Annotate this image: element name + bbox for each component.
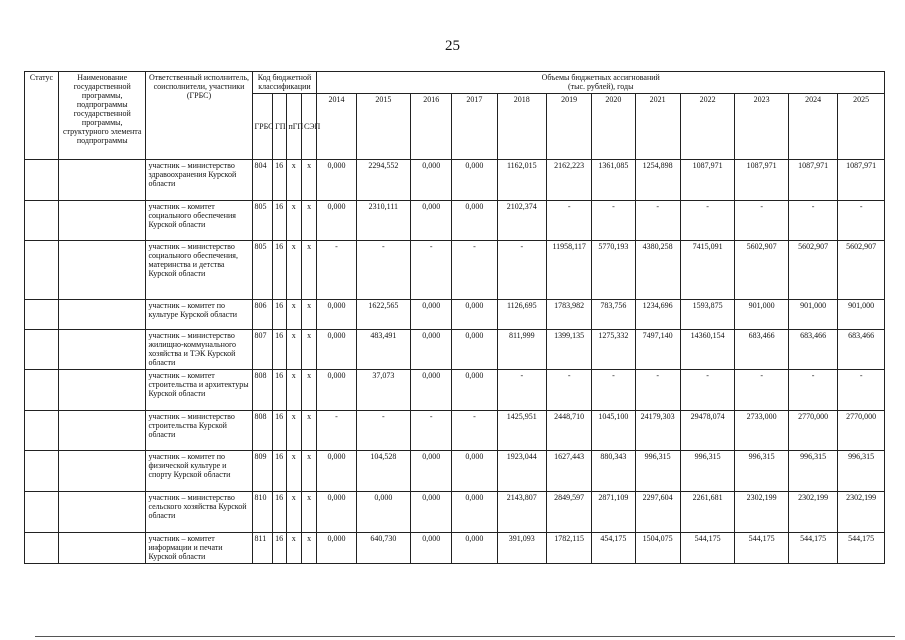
participant-cell: участник – министерство жилищно-коммунального хозяйства и ТЭК Курской области bbox=[146, 330, 252, 370]
value-cell: 5770,193 bbox=[592, 241, 635, 300]
value-cell: 683,466 bbox=[735, 330, 789, 370]
value-cell: - bbox=[592, 201, 635, 241]
value-cell: 0,000 bbox=[317, 300, 356, 330]
participant-cell: участник – комитет по культуре Курской области bbox=[146, 300, 252, 330]
pgp-cell: x bbox=[286, 533, 301, 564]
pgp-cell: x bbox=[286, 300, 301, 330]
participant-cell: участник – министерство социального обеспечения, материнства и детства Курской области bbox=[146, 241, 252, 300]
table-row bbox=[25, 370, 885, 411]
participant-cell: участник – комитет строительства и архитектуры Курской области bbox=[146, 370, 252, 411]
value-cell: 996,315 bbox=[838, 451, 885, 492]
sep-cell: x bbox=[301, 241, 316, 300]
value-cell: 783,756 bbox=[592, 300, 635, 330]
value-cell: 996,315 bbox=[735, 451, 789, 492]
grbs-cell: 807 bbox=[252, 330, 273, 370]
sep-cell: x bbox=[301, 533, 316, 564]
table-row bbox=[25, 330, 885, 370]
value-cell: 1087,971 bbox=[735, 160, 789, 201]
value-cell: 0,000 bbox=[317, 160, 356, 201]
value-cell: - bbox=[547, 370, 592, 411]
value-cell: 1162,015 bbox=[497, 160, 546, 201]
participant-cell: участник – министерство строительства Курской области bbox=[146, 411, 252, 451]
value-cell: 0,000 bbox=[452, 451, 497, 492]
value-cell: 5602,907 bbox=[735, 241, 789, 300]
status-cell bbox=[25, 411, 59, 451]
value-cell: - bbox=[356, 241, 411, 300]
program-name-cell bbox=[58, 492, 146, 533]
pgp-cell: x bbox=[286, 492, 301, 533]
value-cell: 544,175 bbox=[788, 533, 837, 564]
table-row bbox=[25, 160, 885, 201]
value-cell: 1361,085 bbox=[592, 160, 635, 201]
pgp-cell: x bbox=[286, 201, 301, 241]
value-cell: 0,000 bbox=[411, 330, 452, 370]
table-row bbox=[25, 241, 885, 300]
value-cell: 2297,604 bbox=[635, 492, 680, 533]
value-cell: - bbox=[680, 370, 735, 411]
value-cell: 544,175 bbox=[735, 533, 789, 564]
header-year: 2024 bbox=[788, 94, 837, 160]
pgp-cell: x bbox=[286, 370, 301, 411]
value-cell: 14360,154 bbox=[680, 330, 735, 370]
value-cell: 11958,117 bbox=[547, 241, 592, 300]
value-cell: - bbox=[680, 201, 735, 241]
gp-cell: 16 bbox=[273, 411, 286, 451]
pgp-cell: x bbox=[286, 451, 301, 492]
value-cell: - bbox=[497, 241, 546, 300]
value-cell: 901,000 bbox=[788, 300, 837, 330]
table-row bbox=[25, 451, 885, 492]
value-cell: 1087,971 bbox=[838, 160, 885, 201]
status-cell bbox=[25, 533, 59, 564]
value-cell: - bbox=[452, 411, 497, 451]
value-cell: 0,000 bbox=[452, 160, 497, 201]
value-cell: 1782,115 bbox=[547, 533, 592, 564]
value-cell: 0,000 bbox=[317, 533, 356, 564]
program-name-cell bbox=[58, 201, 146, 241]
value-cell: 0,000 bbox=[411, 201, 452, 241]
grbs-cell: 805 bbox=[252, 241, 273, 300]
value-cell: - bbox=[452, 241, 497, 300]
value-cell: - bbox=[497, 370, 546, 411]
value-cell: - bbox=[838, 370, 885, 411]
grbs-cell: 804 bbox=[252, 160, 273, 201]
header-budget-code: Код бюджетной классификации bbox=[252, 72, 317, 94]
value-cell: 7497,140 bbox=[635, 330, 680, 370]
table-row bbox=[25, 492, 885, 533]
value-cell: 880,343 bbox=[592, 451, 635, 492]
pgp-cell: x bbox=[286, 241, 301, 300]
value-cell: 0,000 bbox=[317, 370, 356, 411]
value-cell: 1087,971 bbox=[788, 160, 837, 201]
value-cell: - bbox=[411, 241, 452, 300]
value-cell: 483,491 bbox=[356, 330, 411, 370]
page-number: 25 bbox=[445, 38, 460, 54]
value-cell: 1254,898 bbox=[635, 160, 680, 201]
value-cell: - bbox=[317, 241, 356, 300]
grbs-cell: 805 bbox=[252, 201, 273, 241]
value-cell: 996,315 bbox=[635, 451, 680, 492]
value-cell: 5602,907 bbox=[838, 241, 885, 300]
value-cell: 0,000 bbox=[411, 300, 452, 330]
gp-cell: 16 bbox=[273, 300, 286, 330]
participant-cell: участник – министерство сельского хозяйства Курской области bbox=[146, 492, 252, 533]
sep-cell: x bbox=[301, 411, 316, 451]
value-cell: 996,315 bbox=[788, 451, 837, 492]
value-cell: 0,000 bbox=[452, 330, 497, 370]
value-cell: 5602,907 bbox=[788, 241, 837, 300]
program-name-cell bbox=[58, 241, 146, 300]
participant-cell: участник – комитет социального обеспечения Курской области bbox=[146, 201, 252, 241]
grbs-cell: 806 bbox=[252, 300, 273, 330]
header-year: 2021 bbox=[635, 94, 680, 160]
value-cell: 2871,109 bbox=[592, 492, 635, 533]
table-row bbox=[25, 411, 885, 451]
value-cell: 391,093 bbox=[497, 533, 546, 564]
status-cell bbox=[25, 492, 59, 533]
value-cell: 0,000 bbox=[411, 451, 452, 492]
status-cell bbox=[25, 241, 59, 300]
value-cell: 2162,223 bbox=[547, 160, 592, 201]
value-cell: 2261,681 bbox=[680, 492, 735, 533]
value-cell: 104,528 bbox=[356, 451, 411, 492]
header-volumes-title: Объемы бюджетных ассигнований bbox=[541, 73, 660, 82]
header-grbs: ГРБС bbox=[252, 94, 273, 160]
value-cell: 683,466 bbox=[788, 330, 837, 370]
value-cell: 2302,199 bbox=[838, 492, 885, 533]
value-cell: - bbox=[411, 411, 452, 451]
value-cell: 1593,875 bbox=[680, 300, 735, 330]
value-cell: 0,000 bbox=[317, 201, 356, 241]
value-cell: 0,000 bbox=[452, 201, 497, 241]
header-year: 2022 bbox=[680, 94, 735, 160]
participant-cell: участник – министерство здравоохранения Курской области bbox=[146, 160, 252, 201]
sep-cell: x bbox=[301, 330, 316, 370]
header-program-name: Наименование государственной программы, подпрограммы государственной программы, структурного элемента подпрограммы bbox=[58, 72, 146, 160]
grbs-cell: 811 bbox=[252, 533, 273, 564]
value-cell: 683,466 bbox=[838, 330, 885, 370]
program-name-cell bbox=[58, 411, 146, 451]
value-cell: 1425,951 bbox=[497, 411, 546, 451]
value-cell: 2849,597 bbox=[547, 492, 592, 533]
header-year: 2020 bbox=[592, 94, 635, 160]
value-cell: 1783,982 bbox=[547, 300, 592, 330]
header-year: 2014 bbox=[317, 94, 356, 160]
value-cell: 0,000 bbox=[411, 160, 452, 201]
sep-cell: x bbox=[301, 201, 316, 241]
value-cell: 1504,075 bbox=[635, 533, 680, 564]
value-cell: 640,730 bbox=[356, 533, 411, 564]
value-cell: 2310,111 bbox=[356, 201, 411, 241]
program-name-cell bbox=[58, 533, 146, 564]
gp-cell: 16 bbox=[273, 241, 286, 300]
pgp-cell: x bbox=[286, 330, 301, 370]
value-cell: 29478,074 bbox=[680, 411, 735, 451]
program-name-cell bbox=[58, 370, 146, 411]
header-status: Статус bbox=[25, 72, 59, 160]
value-cell: 2733,000 bbox=[735, 411, 789, 451]
value-cell: 454,175 bbox=[592, 533, 635, 564]
gp-cell: 16 bbox=[273, 160, 286, 201]
value-cell: - bbox=[547, 201, 592, 241]
header-year: 2015 bbox=[356, 94, 411, 160]
status-cell bbox=[25, 201, 59, 241]
value-cell: 544,175 bbox=[838, 533, 885, 564]
table-row bbox=[25, 201, 885, 241]
value-cell: - bbox=[788, 370, 837, 411]
participant-cell: участник – комитет информации и печати Курской области bbox=[146, 533, 252, 564]
value-cell: 1627,443 bbox=[547, 451, 592, 492]
header-year: 2025 bbox=[838, 94, 885, 160]
value-cell: 1399,135 bbox=[547, 330, 592, 370]
value-cell: 0,000 bbox=[452, 300, 497, 330]
value-cell: 1234,696 bbox=[635, 300, 680, 330]
value-cell: - bbox=[788, 201, 837, 241]
sep-cell: x bbox=[301, 451, 316, 492]
program-name-cell bbox=[58, 451, 146, 492]
header-sep: СЭП bbox=[301, 94, 316, 160]
value-cell: 1923,044 bbox=[497, 451, 546, 492]
value-cell: 1126,695 bbox=[497, 300, 546, 330]
value-cell: 0,000 bbox=[411, 492, 452, 533]
header-gp: ГП bbox=[273, 94, 286, 160]
value-cell: 2302,199 bbox=[735, 492, 789, 533]
value-cell: 1087,971 bbox=[680, 160, 735, 201]
value-cell: 24179,303 bbox=[635, 411, 680, 451]
grbs-cell: 808 bbox=[252, 370, 273, 411]
value-cell: 0,000 bbox=[317, 492, 356, 533]
value-cell: 4380,258 bbox=[635, 241, 680, 300]
value-cell: 2302,199 bbox=[788, 492, 837, 533]
value-cell: 0,000 bbox=[356, 492, 411, 533]
status-cell bbox=[25, 370, 59, 411]
program-name-cell bbox=[58, 300, 146, 330]
sep-cell: x bbox=[301, 370, 316, 411]
status-cell bbox=[25, 300, 59, 330]
value-cell: 0,000 bbox=[452, 533, 497, 564]
header-volumes-unit: (тыс. рублей), годы bbox=[567, 82, 634, 91]
table-row bbox=[25, 533, 885, 564]
value-cell: - bbox=[317, 411, 356, 451]
value-cell: - bbox=[735, 370, 789, 411]
value-cell: 996,315 bbox=[680, 451, 735, 492]
participant-cell: участник – комитет по физической культуре и спорту Курской области bbox=[146, 451, 252, 492]
value-cell: 0,000 bbox=[452, 492, 497, 533]
value-cell: 1622,565 bbox=[356, 300, 411, 330]
status-cell bbox=[25, 160, 59, 201]
table-body bbox=[25, 160, 885, 564]
value-cell: 37,073 bbox=[356, 370, 411, 411]
value-cell: 901,000 bbox=[838, 300, 885, 330]
value-cell: 2770,000 bbox=[788, 411, 837, 451]
value-cell: 2143,807 bbox=[497, 492, 546, 533]
value-cell: 2770,000 bbox=[838, 411, 885, 451]
page-bottom-rule bbox=[35, 636, 895, 637]
value-cell: 0,000 bbox=[317, 330, 356, 370]
status-cell bbox=[25, 451, 59, 492]
value-cell: 0,000 bbox=[317, 451, 356, 492]
sep-cell: x bbox=[301, 492, 316, 533]
value-cell: 0,000 bbox=[411, 370, 452, 411]
sep-cell: x bbox=[301, 160, 316, 201]
gp-cell: 16 bbox=[273, 451, 286, 492]
header-year: 2016 bbox=[411, 94, 452, 160]
sep-cell: x bbox=[301, 300, 316, 330]
value-cell: 1275,332 bbox=[592, 330, 635, 370]
table-row bbox=[25, 300, 885, 330]
gp-cell: 16 bbox=[273, 201, 286, 241]
pgp-cell: x bbox=[286, 411, 301, 451]
gp-cell: 16 bbox=[273, 330, 286, 370]
header-year: 2019 bbox=[547, 94, 592, 160]
value-cell: 901,000 bbox=[735, 300, 789, 330]
value-cell: 2448,710 bbox=[547, 411, 592, 451]
value-cell: 2102,374 bbox=[497, 201, 546, 241]
value-cell: 0,000 bbox=[411, 533, 452, 564]
status-cell bbox=[25, 330, 59, 370]
value-cell: - bbox=[592, 370, 635, 411]
value-cell: 0,000 bbox=[452, 370, 497, 411]
program-name-cell bbox=[58, 160, 146, 201]
value-cell: - bbox=[635, 201, 680, 241]
pgp-cell: x bbox=[286, 160, 301, 201]
value-cell: 544,175 bbox=[680, 533, 735, 564]
header-executor: Ответственный исполнитель, соисполнители, участники (ГРБС) bbox=[146, 72, 252, 160]
header-year: 2017 bbox=[452, 94, 497, 160]
value-cell: - bbox=[838, 201, 885, 241]
gp-cell: 16 bbox=[273, 533, 286, 564]
value-cell: - bbox=[635, 370, 680, 411]
header-pgp: пГП bbox=[286, 94, 301, 160]
budget-table bbox=[24, 71, 885, 564]
program-name-cell bbox=[58, 330, 146, 370]
value-cell: 811,999 bbox=[497, 330, 546, 370]
gp-cell: 16 bbox=[273, 370, 286, 411]
grbs-cell: 808 bbox=[252, 411, 273, 451]
grbs-cell: 809 bbox=[252, 451, 273, 492]
value-cell: - bbox=[356, 411, 411, 451]
value-cell: 7415,091 bbox=[680, 241, 735, 300]
header-volumes bbox=[317, 72, 885, 94]
value-cell: - bbox=[735, 201, 789, 241]
gp-cell: 16 bbox=[273, 492, 286, 533]
header-year: 2018 bbox=[497, 94, 546, 160]
header-year: 2023 bbox=[735, 94, 789, 160]
value-cell: 1045,100 bbox=[592, 411, 635, 451]
grbs-cell: 810 bbox=[252, 492, 273, 533]
value-cell: 2294,552 bbox=[356, 160, 411, 201]
